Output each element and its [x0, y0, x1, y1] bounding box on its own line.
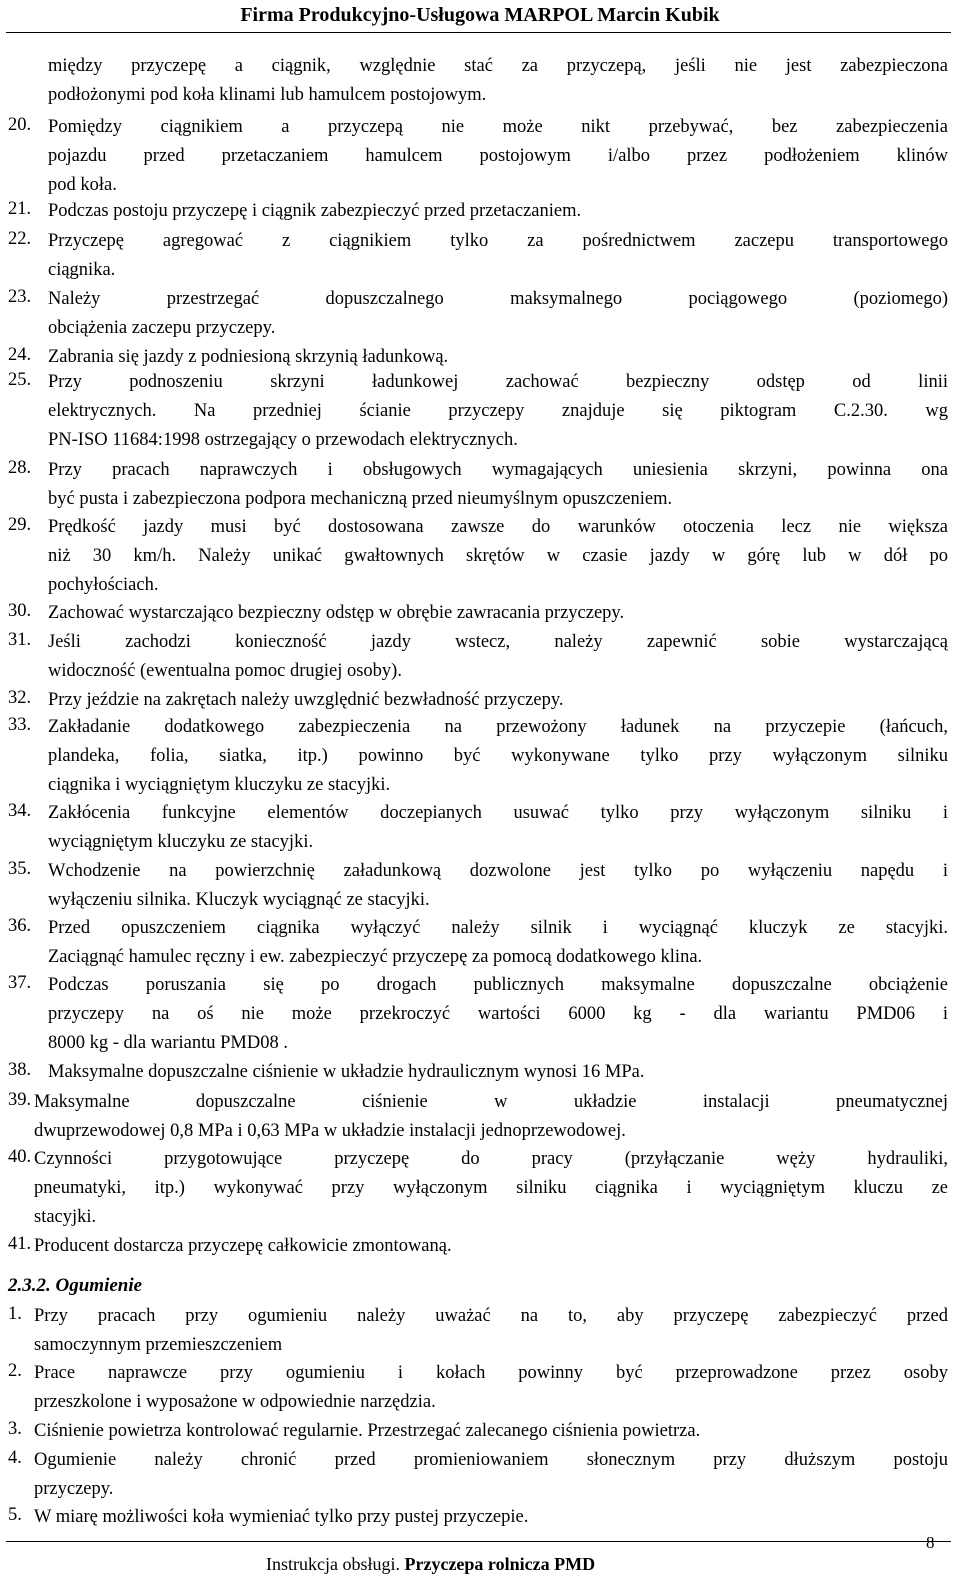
instruction-text	[48, 1058, 948, 1087]
instruction-line: widoczność (ewentualna pomoc drugiej osoby).	[48, 661, 402, 681]
instruction-text	[34, 1145, 948, 1232]
instruction-number: 41.	[8, 1234, 32, 1254]
instruction-line: Pomiędzy ciągnikiem a przyczepą nie może nikt przebywać, bez zabezpieczenia	[48, 117, 948, 137]
instruction-line: pochyłościach.	[48, 575, 159, 595]
instruction-line: Przy pracach naprawczych i obsługowych wymagających uniesienia skrzyni, powinna ona	[48, 460, 948, 480]
instruction-line: Maksymalne dopuszczalne ciśnienie w układzie instalacji pneumatycznej	[34, 1092, 948, 1112]
instruction-line: Producent dostarcza przyczepę całkowicie zmontowaną.	[34, 1236, 452, 1256]
instruction-number: 40.	[8, 1147, 32, 1167]
footer-label: Instrukcja obsługi.	[266, 1554, 405, 1574]
tyre-number: 4.	[8, 1448, 22, 1468]
instruction-number: 21.	[8, 199, 32, 219]
instruction-text	[48, 513, 948, 600]
instruction-number: 31.	[8, 630, 32, 650]
instruction-line: Przy jeździe na zakrętach należy uwzględnić bezwładność przyczepy.	[48, 690, 564, 710]
instruction-number: 33.	[8, 715, 32, 735]
instruction-text	[34, 1088, 948, 1146]
instruction-line: wyciągniętym kluczyku ze stacyjki.	[48, 832, 314, 852]
tyre-text	[34, 1417, 948, 1446]
instruction-number: 28.	[8, 458, 32, 478]
instruction-text	[48, 686, 948, 715]
instruction-number: 39.	[8, 1090, 32, 1110]
tyre-line: Prace naprawcze przy ogumieniu i kołach powinny być przeprowadzone przez osoby	[34, 1363, 948, 1383]
instruction-line: Zaciągnąć hamulec ręczny i ew. zabezpieczyć przyczepę za pomocą dodatkowego klina.	[48, 947, 703, 967]
instruction-line: ciągnika i wyciągniętym kluczyku ze stacyjki.	[48, 775, 391, 795]
instruction-text	[48, 285, 948, 343]
tyre-number: 2.	[8, 1361, 22, 1381]
instruction-text	[48, 227, 948, 285]
instruction-line: PN-ISO 11684:1998 ostrzegający o przewodach elektrycznych.	[48, 430, 518, 450]
instruction-text	[48, 113, 948, 200]
footer-product: Przyczepa rolnicza PMD	[404, 1554, 596, 1574]
instruction-line: między przyczepę a ciągnik, względnie stać za przyczepą, jeśli nie jest zabezpieczona	[48, 56, 948, 76]
instruction-number: 24.	[8, 345, 32, 365]
page-footer	[266, 1553, 595, 1575]
instruction-number: 38.	[8, 1060, 32, 1080]
tyre-number: 3.	[8, 1419, 22, 1439]
instruction-number: 37.	[8, 973, 32, 993]
instruction-line: wyłączeniu silnika. Kluczyk wyciągnąć ze stacyjki.	[48, 890, 430, 910]
instruction-line: być pusta i zabezpieczona podpora mechaniczną przed nieumyślnym opuszczeniem.	[48, 489, 673, 509]
tyre-text	[34, 1446, 948, 1504]
instruction-number: 30.	[8, 601, 32, 621]
instruction-line: Zakłócenia funkcyjne elementów doczepianych usuwać tylko przy wyłączonym silniku i	[48, 803, 948, 823]
instruction-text	[48, 456, 948, 514]
tyre-line: Ogumienie należy chronić przed promieniowaniem słonecznym przy dłuższym postoju	[34, 1450, 948, 1470]
instruction-number: 35.	[8, 859, 32, 879]
instruction-text	[48, 857, 948, 915]
tyre-text	[34, 1503, 948, 1532]
instruction-line: plandeka, folia, siatka, itp.) powinno być wykonywane tylko przy wyłączonym silniku	[48, 746, 948, 766]
instruction-line: pod koła.	[48, 175, 117, 195]
page-number: 8	[926, 1533, 935, 1552]
instruction-text	[48, 599, 948, 628]
instruction-line: Czynności przygotowujące przyczepę do pracy (przyłączanie węży hydrauliki,	[34, 1149, 948, 1169]
instruction-line: Maksymalne dopuszczalne ciśnienie w układzie hydraulicznym wynosi 16 MPa.	[48, 1062, 645, 1082]
instruction-text	[48, 914, 948, 972]
instruction-text	[48, 713, 948, 800]
footer-divider	[6, 1541, 951, 1542]
instruction-line: Jeśli zachodzi konieczność jazdy wstecz, należy zapewnić sobie wystarczającą	[48, 632, 948, 652]
instruction-line: przyczepy na oś nie może przekroczyć wartości 6000 kg - dla wariantu PMD06 i	[48, 1004, 948, 1024]
instruction-number: 22.	[8, 229, 32, 249]
instruction-text	[48, 628, 948, 686]
tyre-line: Przy pracach przy ogumieniu należy uważać na to, aby przyczepę zabezpieczyć przed	[34, 1306, 948, 1326]
tyre-text	[34, 1359, 948, 1417]
instruction-number: 32.	[8, 688, 32, 708]
instruction-line: obciążenia zaczepu przyczepy.	[48, 318, 276, 338]
instruction-line: pneumatyki, itp.) wykonywać przy wyłączonym silniku ciągnika i wyciągniętym kluczu ze	[34, 1178, 948, 1198]
instruction-text	[48, 52, 948, 110]
instruction-line: Podczas postoju przyczepę i ciągnik zabezpieczyć przed przetaczaniem.	[48, 201, 582, 221]
tyre-line: W miarę możliwości koła wymieniać tylko przy pustej przyczepie.	[34, 1507, 529, 1527]
instruction-line: Prędkość jazdy musi być dostosowana zawsze do warunków otoczenia lecz nie większa	[48, 517, 948, 537]
instruction-number: 34.	[8, 801, 32, 821]
header-divider	[6, 32, 951, 33]
page-header: Firma Produkcyjno-Usługowa MARPOL Marcin Kubik	[240, 4, 720, 26]
instruction-line: stacyjki.	[34, 1207, 97, 1227]
instruction-number: 25.	[8, 370, 32, 390]
instruction-line: ciągnika.	[48, 260, 116, 280]
tyre-text	[34, 1302, 948, 1360]
instruction-line: Przed opuszczeniem ciągnika wyłączyć należy silnik i wyciągnąć kluczyk ze stacyjki.	[48, 918, 948, 938]
instruction-line: Zakładanie dodatkowego zabezpieczenia na przewożony ładunek na przyczepie (łańcuch,	[48, 717, 948, 737]
instruction-line: Zachować wystarczająco bezpieczny odstęp w obrębie zawracania przyczepy.	[48, 603, 625, 623]
instruction-line: Podczas poruszania się po drogach publicznych maksymalne dopuszczalne obciążenie	[48, 975, 948, 995]
instruction-number: 23.	[8, 287, 32, 307]
instruction-line: elektrycznych. Na przedniej ścianie przyczepy znajduje się piktogram C.2.30. wg	[48, 401, 948, 421]
instruction-line: Wchodzenie na powierzchnię załadunkową dozwolone jest tylko po wyłączeniu napędu i	[48, 861, 948, 881]
tyre-line: Ciśnienie powietrza kontrolować regularnie. Przestrzegać zalecanego ciśnienia powietrza.	[34, 1421, 701, 1441]
instruction-line: podłożonymi pod koła klinami lub hamulcem postojowym.	[48, 85, 487, 105]
instruction-text	[48, 197, 948, 226]
tyre-number: 5.	[8, 1505, 22, 1525]
instruction-number: 20.	[8, 115, 32, 135]
instruction-line: Przy podnoszeniu skrzyni ładunkowej zachować bezpieczny odstęp od linii	[48, 372, 948, 392]
instruction-line: Zabrania się jazdy z podniesioną skrzynią ładunkową.	[48, 347, 449, 367]
tyre-line: przyczepy.	[34, 1479, 114, 1499]
instruction-text	[48, 799, 948, 857]
tyre-number: 1.	[8, 1304, 22, 1324]
instruction-line: 8000 kg - dla wariantu PMD08 .	[48, 1033, 288, 1053]
instruction-line: Przyczepę agregować z ciągnikiem tylko za pośrednictwem zaczepu transportowego	[48, 231, 948, 251]
instruction-number: 29.	[8, 515, 32, 535]
instruction-line: Należy przestrzegać dopuszczalnego maksymalnego pociągowego (poziomego)	[48, 289, 948, 309]
section-title: 2.3.2. Ogumienie	[8, 1275, 143, 1296]
instruction-text	[48, 971, 948, 1058]
instruction-line: niż 30 km/h. Należy unikać gwałtownych skrętów w czasie jazdy w górę lub w dół po	[48, 546, 948, 566]
tyre-line: samoczynnym przemieszczeniem	[34, 1335, 283, 1355]
instruction-number: 36.	[8, 916, 32, 936]
instruction-line: pojazdu przed przetaczaniem hamulcem postojowym i/albo przez podłożeniem klinów	[48, 146, 948, 166]
instruction-text	[48, 368, 948, 455]
tyre-line: przeszkolone i wyposażone w odpowiednie narzędzia.	[34, 1392, 436, 1412]
instruction-line: dwuprzewodowej 0,8 MPa i 0,63 MPa w układzie instalacji jednoprzewodowej.	[34, 1121, 626, 1141]
instruction-text	[34, 1232, 948, 1261]
